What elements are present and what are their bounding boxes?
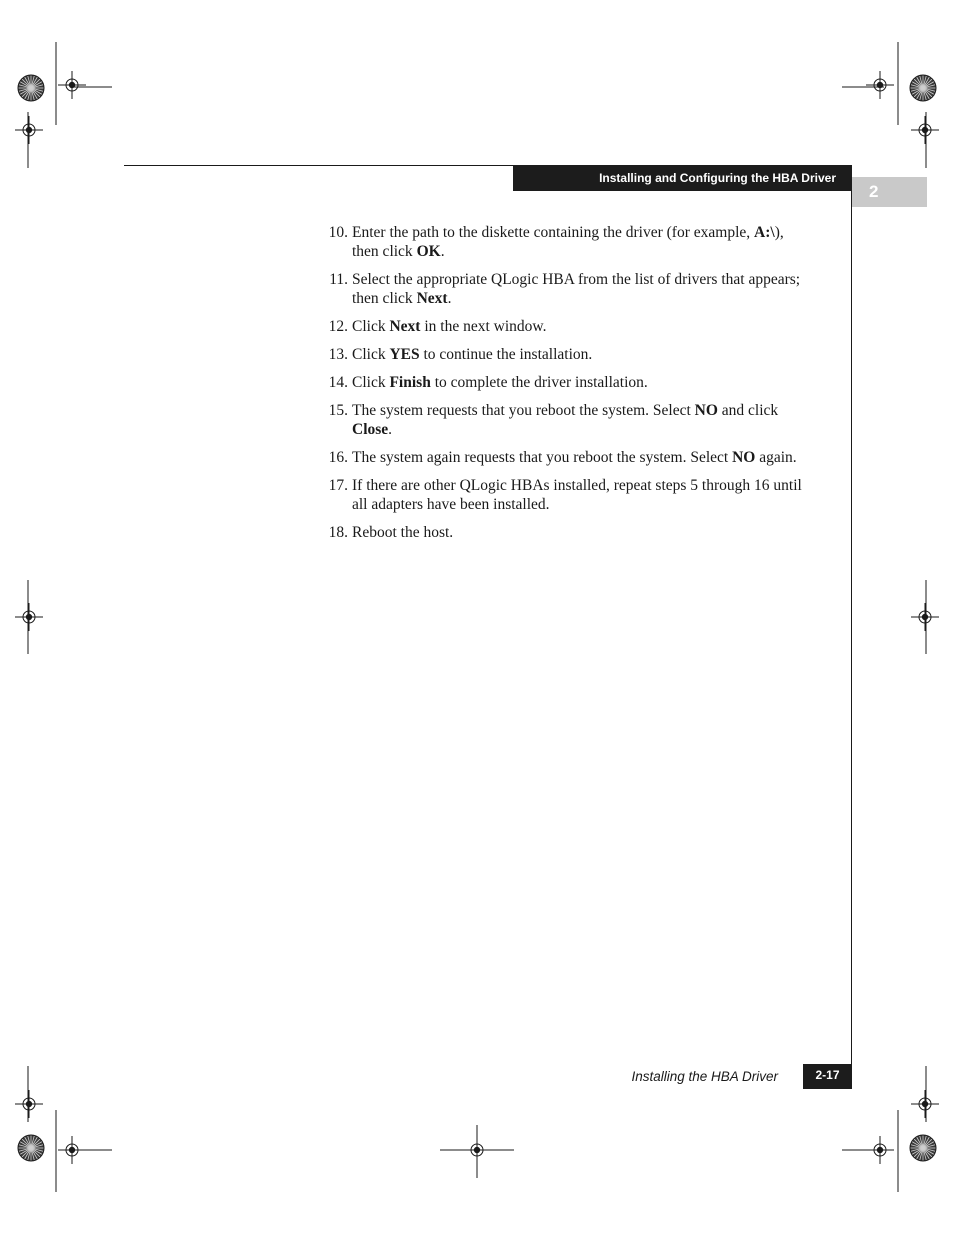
step-ui-term: A:\: [754, 224, 775, 241]
step-number: 10.: [328, 224, 348, 241]
rosette-icon: [910, 1135, 936, 1161]
step-ui-term: YES: [389, 346, 420, 363]
color-rosette-marks: [18, 75, 936, 1161]
step-ui-term: Close: [352, 421, 389, 438]
step-ui-term: NO: [732, 449, 756, 466]
crosshair-marks: [15, 42, 939, 1192]
step-text: Reboot the host.: [352, 524, 454, 541]
step-text: The system again requests that you reboot the system. Select: [352, 449, 733, 466]
step-ui-term: NO: [694, 402, 718, 419]
step-ui-term: OK: [416, 243, 441, 260]
step-number: 18.: [328, 524, 348, 541]
crosshair-icon: [15, 1090, 43, 1118]
step-text: again.: [755, 449, 797, 466]
step-text: Enter the path to the diskette containing the driver (for example,: [352, 224, 755, 241]
step-text: .: [447, 290, 452, 307]
crosshair-icon: [58, 71, 86, 99]
step-text: .: [388, 421, 393, 438]
crosshair-icon: [866, 71, 894, 99]
chapter-number: 2: [869, 182, 879, 201]
step-ui-term: Finish: [389, 374, 431, 391]
step-ui-term: Next: [389, 318, 421, 335]
step-text: Select the appropriate QLogic HBA from the list of drivers that appears; then click: [352, 271, 801, 307]
step-number: 11.: [329, 271, 348, 288]
crosshair-icon: [911, 603, 939, 631]
step-text: to complete the driver installation.: [430, 374, 648, 391]
running-header-title: Installing and Configuring the HBA Driver: [599, 171, 836, 185]
step-number: 13.: [328, 346, 348, 363]
step-text: ), then click: [352, 224, 784, 260]
step-text: Click: [352, 318, 390, 335]
crosshair-icon: [911, 1090, 939, 1118]
step-text: .: [440, 243, 445, 260]
rosette-icon: [18, 1135, 44, 1161]
step-text: If there are other QLogic HBAs installed, repeat steps 5 through 16 until all adapters have been installed.: [352, 477, 802, 513]
step-number: 15.: [328, 402, 348, 419]
step-text: in the next window.: [420, 318, 547, 335]
step-text: Click: [352, 346, 390, 363]
crosshair-icon: [15, 116, 43, 144]
page-number: 2-17: [803, 1064, 852, 1089]
rosette-icon: [910, 75, 936, 101]
rosette-icon: [18, 75, 44, 101]
footer-section-title: Installing the HBA Driver: [631, 1069, 778, 1084]
crosshair-icon: [58, 1136, 86, 1164]
step-text: The system requests that you reboot the system. Select: [352, 402, 695, 419]
step-number: 14.: [328, 374, 348, 391]
step-number: 17.: [328, 477, 348, 494]
crosshair-icon: [866, 1136, 894, 1164]
step-number: 16.: [328, 449, 348, 466]
crosshair-icon: [911, 116, 939, 144]
crosshair-icon: [463, 1136, 491, 1164]
step-text: Click: [352, 374, 390, 391]
step-number: 12.: [328, 318, 348, 335]
step-text: and click: [717, 402, 779, 419]
step-text: to continue the installation.: [419, 346, 593, 363]
crosshair-icon: [15, 603, 43, 631]
step-ui-term: Next: [416, 290, 448, 307]
